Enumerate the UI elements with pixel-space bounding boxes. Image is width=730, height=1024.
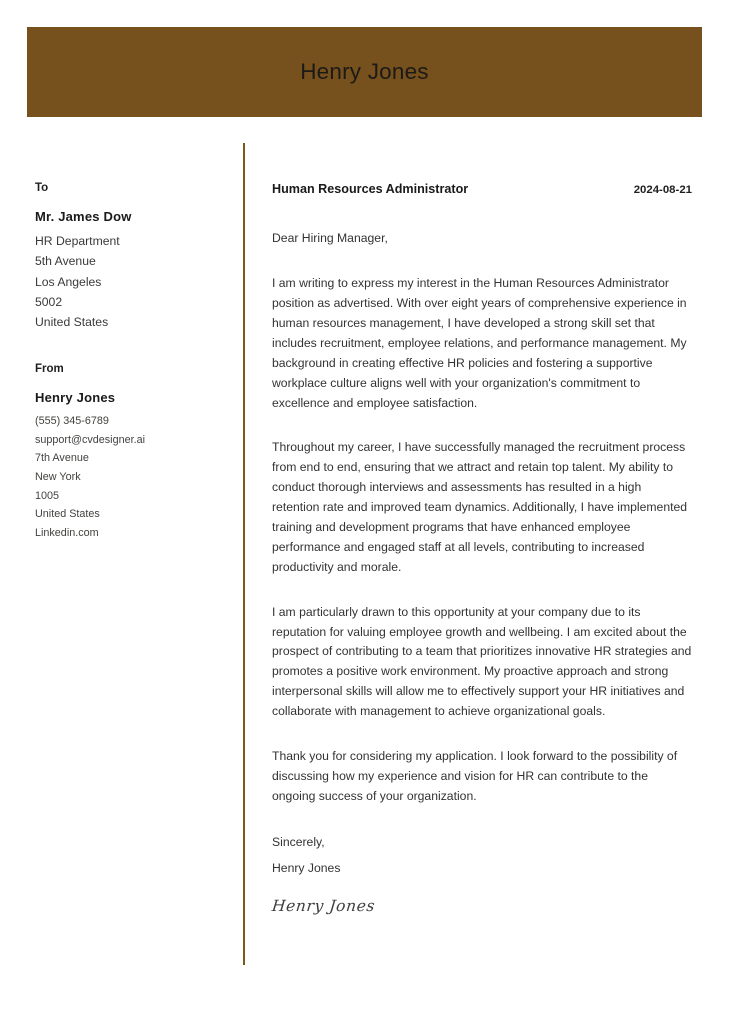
to-label: To xyxy=(35,182,49,194)
sender-address-line: New York xyxy=(35,471,81,484)
recipient-address-line: 5002 xyxy=(35,294,63,309)
recipient-address-line: 5th Avenue xyxy=(35,254,96,269)
letter-body xyxy=(272,182,692,916)
sender-address-line: 1005 xyxy=(35,489,60,502)
sender-email: support@cvdesigner.ai xyxy=(35,433,145,446)
letter-paragraph: I am particularly drawn to this opportunity at your company due to its reputation for valuing employee growth and wellbeing. I am excited about the prospect of contributing to a team that prioritizes innovative HR strategies and promotes a positive work environment. My proactive approach and strong interpersonal skills will allow me to effectively support your HR initiatives and collaborate with management to achieve organizational goals. xyxy=(272,604,692,719)
recipient-address-line: HR Department xyxy=(35,234,120,249)
sender-address-line: United States xyxy=(35,508,100,521)
from-label: From xyxy=(35,363,64,376)
letter-paragraph: I am writing to express my interest in the Human Resources Administrator position as advertised. With over eight years of comprehensive experience in human resources management, I have developed a strong skill set that includes recruitment, employee relations, and performance management. My background in creating effective HR policies and fostering a supportive workplace culture aligns well with your organization's commitment to excellence and employee satisfaction. xyxy=(272,276,687,410)
letter-date: 2024-08-21 xyxy=(633,184,692,196)
salutation: Dear Hiring Manager, xyxy=(272,230,388,245)
sidebar xyxy=(35,182,225,542)
sender-phone: (555) 345-6789 xyxy=(35,415,109,428)
letter-paragraph: Throughout my career, I have successfully managed the recruitment process from end to end, ensuring that we attract and retain top talent. My ability to conduct thorough interviews and assessments has resulted in a high retention rate and improved team dynamics. Additionally, I have implemented training and development programs that have enhanced employee performance and engaged staff at all levels, contributing to increased productivity and morale. xyxy=(272,440,688,574)
sender-name: Henry Jones xyxy=(35,390,116,406)
letter-paragraph: Thank you for considering my application. I look forward to the possibility of discussing how my experience and vision for HR can contribute to the ongoing success of your organization. xyxy=(272,749,678,803)
column-divider xyxy=(243,143,245,965)
recipient-block xyxy=(35,182,225,332)
job-title: Human Resources Administrator xyxy=(272,182,469,196)
sender-address-line: 7th Avenue xyxy=(35,452,89,465)
closing-name: Henry Jones xyxy=(272,860,341,875)
closing-line: Sincerely, xyxy=(272,834,325,849)
recipient-address-line: United States xyxy=(35,315,109,330)
letter-header-row xyxy=(272,182,692,198)
applicant-name-heading: Henry Jones xyxy=(300,58,429,84)
recipient-address-line: Los Angeles xyxy=(35,274,102,289)
header-banner xyxy=(27,27,702,117)
sender-linkedin: Linkedin.com xyxy=(35,526,99,539)
recipient-name: Mr. James Dow xyxy=(35,208,132,224)
sender-block xyxy=(35,363,225,542)
signature: Henry Jones xyxy=(271,896,377,915)
